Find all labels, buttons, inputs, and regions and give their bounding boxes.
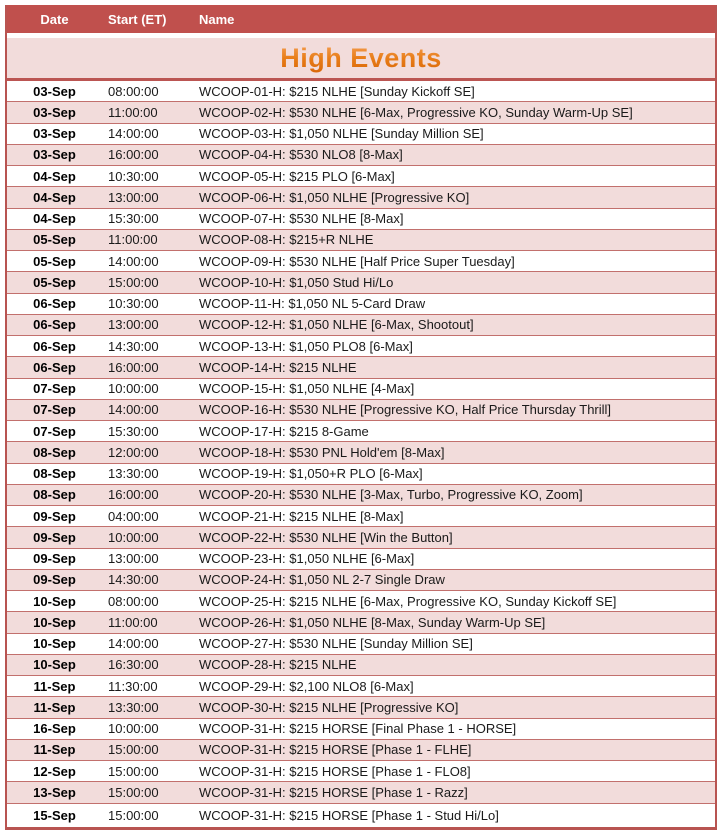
event-date: 10-Sep [33, 657, 76, 673]
event-date: 03-Sep [33, 147, 76, 163]
event-start-time: 15:00:00 [108, 742, 159, 758]
event-date: 08-Sep [33, 466, 76, 482]
event-row [7, 102, 715, 123]
event-date: 06-Sep [33, 296, 76, 312]
event-name: WCOOP-14-H: $215 NLHE [199, 359, 357, 375]
event-name: WCOOP-04-H: $530 NLO8 [8-Max] [199, 147, 403, 163]
event-start-time: 16:30:00 [108, 657, 159, 673]
event-name: WCOOP-27-H: $530 NLHE [Sunday Million SE] [199, 636, 473, 652]
event-start-time: 10:00:00 [108, 381, 159, 397]
event-name: WCOOP-31-H: $215 HORSE [Final Phase 1 - HORSE] [199, 721, 517, 737]
event-start-time: 14:30:00 [108, 338, 159, 354]
event-name: WCOOP-15-H: $1,050 NLHE [4-Max] [199, 381, 415, 397]
event-row [7, 145, 715, 166]
event-start-time: 08:00:00 [108, 593, 159, 609]
event-name: WCOOP-31-H: $215 HORSE [Phase 1 - Stud Hi/Lo] [199, 807, 499, 823]
column-header-name: Name [199, 11, 235, 27]
event-row [7, 804, 715, 827]
event-date: 04-Sep [33, 211, 76, 227]
event-name: WCOOP-05-H: $215 PLO [6-Max] [199, 168, 395, 184]
event-row [7, 124, 715, 145]
event-row [7, 251, 715, 272]
event-row [7, 230, 715, 251]
event-name: WCOOP-20-H: $530 NLHE [3-Max, Turbo, Progressive KO, Zoom] [199, 487, 583, 503]
event-start-time: 11:00:00 [108, 232, 158, 248]
event-name: WCOOP-24-H: $1,050 NL 2-7 Single Draw [199, 572, 445, 588]
event-date: 15-Sep [33, 807, 76, 823]
event-date: 11-Sep [33, 678, 76, 694]
event-start-time: 14:00:00 [108, 126, 159, 142]
event-row [7, 761, 715, 782]
event-date: 10-Sep [33, 614, 76, 630]
event-start-time: 15:30:00 [108, 211, 159, 227]
event-start-time: 11:00:00 [108, 104, 158, 120]
event-name: WCOOP-03-H: $1,050 NLHE [Sunday Million SE] [199, 126, 484, 142]
event-date: 03-Sep [33, 104, 76, 120]
event-start-time: 15:00:00 [108, 807, 159, 823]
event-date: 06-Sep [33, 317, 76, 333]
event-date: 08-Sep [33, 487, 76, 503]
event-start-time: 11:30:00 [108, 678, 158, 694]
event-row [7, 400, 715, 421]
event-name: WCOOP-25-H: $215 NLHE [6-Max, Progressive KO, Sunday Kickoff SE] [199, 593, 617, 609]
event-name: WCOOP-19-H: $1,050+R PLO [6-Max] [199, 466, 423, 482]
event-start-time: 14:30:00 [108, 572, 159, 588]
event-start-time: 04:00:00 [108, 508, 159, 524]
event-start-time: 16:00:00 [108, 147, 159, 163]
event-date: 12-Sep [33, 763, 76, 779]
event-date: 10-Sep [33, 593, 76, 609]
event-date: 04-Sep [33, 189, 76, 205]
event-start-time: 13:00:00 [108, 189, 159, 205]
event-name: WCOOP-21-H: $215 NLHE [8-Max] [199, 508, 404, 524]
event-date: 13-Sep [33, 784, 76, 800]
event-date: 07-Sep [33, 381, 76, 397]
event-start-time: 16:00:00 [108, 359, 159, 375]
event-start-time: 13:30:00 [108, 699, 159, 715]
event-date: 03-Sep [33, 126, 76, 142]
table-body [7, 81, 715, 827]
event-name: WCOOP-26-H: $1,050 NLHE [8-Max, Sunday Warm-Up SE] [199, 614, 546, 630]
event-name: WCOOP-06-H: $1,050 NLHE [Progressive KO] [199, 189, 470, 205]
event-row [7, 655, 715, 676]
event-row [7, 272, 715, 293]
event-row [7, 634, 715, 655]
event-date: 07-Sep [33, 423, 76, 439]
event-start-time: 14:00:00 [108, 636, 159, 652]
events-table [5, 5, 717, 830]
event-row [7, 506, 715, 527]
event-start-time: 16:00:00 [108, 487, 159, 503]
event-row [7, 697, 715, 718]
event-name: WCOOP-31-H: $215 HORSE [Phase 1 - FLO8] [199, 763, 471, 779]
event-date: 04-Sep [33, 168, 76, 184]
event-name: WCOOP-10-H: $1,050 Stud Hi/Lo [199, 274, 394, 290]
event-row [7, 464, 715, 485]
event-name: WCOOP-07-H: $530 NLHE [8-Max] [199, 211, 404, 227]
event-start-time: 14:00:00 [108, 253, 159, 269]
event-date: 11-Sep [33, 742, 76, 758]
event-row [7, 591, 715, 612]
event-row [7, 485, 715, 506]
event-date: 08-Sep [33, 444, 76, 460]
event-start-time: 10:00:00 [108, 721, 159, 737]
event-name: WCOOP-31-H: $215 HORSE [Phase 1 - Razz] [199, 784, 468, 800]
event-name: WCOOP-13-H: $1,050 PLO8 [6-Max] [199, 338, 413, 354]
event-start-time: 08:00:00 [108, 83, 159, 99]
event-name: WCOOP-17-H: $215 8-Game [199, 423, 369, 439]
event-row [7, 719, 715, 740]
event-start-time: 13:00:00 [108, 317, 159, 333]
event-date: 09-Sep [33, 529, 76, 545]
event-row [7, 782, 715, 803]
event-row [7, 612, 715, 633]
event-name: WCOOP-18-H: $530 PNL Hold'em [8-Max] [199, 444, 445, 460]
event-start-time: 11:00:00 [108, 614, 158, 630]
event-start-time: 15:30:00 [108, 423, 159, 439]
event-date: 07-Sep [33, 402, 76, 418]
event-row [7, 209, 715, 230]
column-header-start: Start (ET) [108, 11, 167, 27]
event-start-time: 15:00:00 [108, 784, 159, 800]
event-date: 06-Sep [33, 359, 76, 375]
event-row [7, 379, 715, 400]
event-start-time: 15:00:00 [108, 274, 159, 290]
event-row [7, 336, 715, 357]
event-row [7, 81, 715, 102]
event-name: WCOOP-30-H: $215 NLHE [Progressive KO] [199, 699, 459, 715]
event-name: WCOOP-02-H: $530 NLHE [6-Max, Progressive KO, Sunday Warm-Up SE] [199, 104, 633, 120]
event-name: WCOOP-28-H: $215 NLHE [199, 657, 357, 673]
event-name: WCOOP-22-H: $530 NLHE [Win the Button] [199, 529, 453, 545]
event-row [7, 442, 715, 463]
event-name: WCOOP-16-H: $530 NLHE [Progressive KO, Half Price Thursday Thrill] [199, 402, 612, 418]
event-name: WCOOP-08-H: $215+R NLHE [199, 232, 374, 248]
event-date: 09-Sep [33, 551, 76, 567]
event-row [7, 357, 715, 378]
event-name: WCOOP-31-H: $215 HORSE [Phase 1 - FLHE] [199, 742, 472, 758]
section-title: High Events [280, 42, 442, 73]
event-row [7, 740, 715, 761]
event-name: WCOOP-09-H: $530 NLHE [Half Price Super Tuesday] [199, 253, 515, 269]
event-date: 11-Sep [33, 699, 76, 715]
event-date: 10-Sep [33, 636, 76, 652]
section-title-row [7, 38, 715, 81]
event-start-time: 13:30:00 [108, 466, 159, 482]
event-date: 16-Sep [33, 721, 76, 737]
event-date: 05-Sep [33, 253, 76, 269]
event-row [7, 294, 715, 315]
event-start-time: 10:30:00 [108, 296, 159, 312]
event-start-time: 14:00:00 [108, 402, 159, 418]
event-row [7, 166, 715, 187]
event-date: 06-Sep [33, 338, 76, 354]
event-name: WCOOP-01-H: $215 NLHE [Sunday Kickoff SE] [199, 83, 475, 99]
event-start-time: 10:30:00 [108, 168, 159, 184]
event-row [7, 421, 715, 442]
event-name: WCOOP-23-H: $1,050 NLHE [6-Max] [199, 551, 415, 567]
event-date: 03-Sep [33, 83, 76, 99]
event-date: 09-Sep [33, 572, 76, 588]
event-start-time: 12:00:00 [108, 444, 159, 460]
column-header-date: Date [40, 11, 69, 27]
event-row [7, 527, 715, 548]
event-name: WCOOP-29-H: $2,100 NLO8 [6-Max] [199, 678, 414, 694]
event-start-time: 15:00:00 [108, 763, 159, 779]
event-row [7, 570, 715, 591]
event-row [7, 187, 715, 208]
event-date: 05-Sep [33, 274, 76, 290]
event-start-time: 13:00:00 [108, 551, 159, 567]
event-name: WCOOP-12-H: $1,050 NLHE [6-Max, Shootout] [199, 317, 474, 333]
event-row [7, 676, 715, 697]
event-row [7, 315, 715, 336]
event-date: 05-Sep [33, 232, 76, 248]
event-row [7, 549, 715, 570]
table-header-row [7, 5, 715, 33]
event-start-time: 10:00:00 [108, 529, 159, 545]
event-name: WCOOP-11-H: $1,050 NL 5-Card Draw [199, 296, 426, 312]
event-date: 09-Sep [33, 508, 76, 524]
